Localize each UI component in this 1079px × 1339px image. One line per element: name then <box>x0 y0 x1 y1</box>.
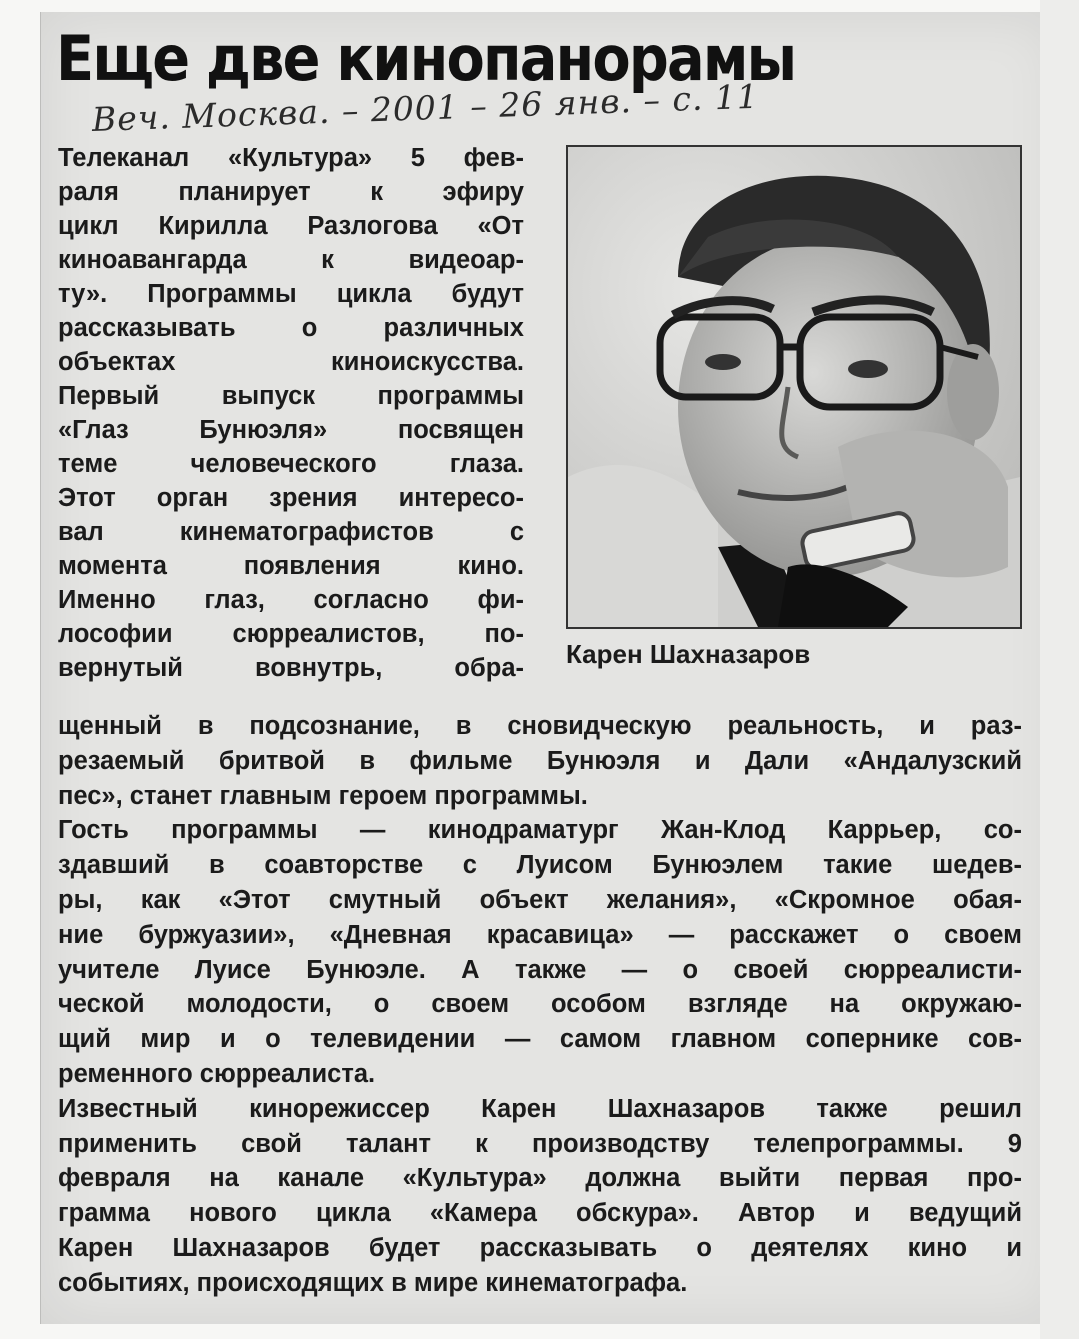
article-line: ременного сюрреалиста. <box>58 1060 376 1088</box>
article-line: февраля на канале «Культура» должна выйти первая про- <box>58 1164 1022 1193</box>
article-line: объектах киноискусства. <box>58 348 524 376</box>
adjacent-column-remnant <box>1040 0 1079 1339</box>
article-line: Известный кинорежиссер Карен Шахназаров также решил <box>58 1094 1022 1123</box>
article-line: Гость программы — кинодраматург Жан-Клод Каррьер, со- <box>58 816 1022 845</box>
article-line: ние буржуазии», «Дневная красавица» — расскажет о своем <box>58 920 1022 949</box>
article-line: момента появления кино. <box>58 552 524 580</box>
article-headline: Еще две кинопанорамы <box>56 22 796 95</box>
article-line: резаемый бритвой в фильме Бунюэля и Дали «Андалузский <box>58 746 1022 775</box>
article-line: ческой молодости, о своем особом взгляде на окружаю- <box>58 990 1022 1019</box>
photo-caption: Карен Шахназаров <box>566 639 811 669</box>
article-line: вернутый вовнутрь, обра- <box>58 654 524 682</box>
article-line: ры, как «Этот смутный объект желания», «Скромное обая- <box>58 886 1022 914</box>
portrait-photo <box>566 145 1022 629</box>
portrait-photo-icon <box>568 147 1020 627</box>
article-line: Этот орган зрения интересо- <box>58 484 524 512</box>
article-line: киноавангарда к видеоар- <box>58 246 524 274</box>
article-line: грамма нового цикла «Камера обскура». Автор и ведущий <box>58 1199 1022 1228</box>
article-line: щенный в подсознание, в сновидческую реальность, и раз- <box>58 712 1022 740</box>
article-line: щий мир и о телевидении — самом главном сопернике сов- <box>58 1025 1022 1054</box>
article-line: событиях, происходящих в мире кинематографа. <box>58 1268 688 1297</box>
article-line: пес», станет главным героем программы. <box>58 781 588 810</box>
article-line: теме человеческого глаза. <box>58 450 524 478</box>
article-line: раля планирует к эфиру <box>58 178 524 206</box>
article-line: Карен Шахназаров будет рассказывать о деятелях кино и <box>58 1234 1022 1262</box>
handwritten-source-note: Веч. Москва. – 2001 – 26 янв. – с. 11 <box>91 76 760 139</box>
article-line: Именно глаз, согласно фи- <box>58 586 524 614</box>
article-line: Телеканал «Культура» 5 фев- <box>58 144 524 172</box>
article-line: рассказывать о различных <box>58 314 524 342</box>
article-line: здавший в соавторстве с Луисом Бунюэлем такие шедев- <box>58 851 1022 880</box>
article-line: вал кинематографистов с <box>58 518 524 546</box>
article-line: ту». Программы цикла будут <box>58 280 524 308</box>
article-line: «Глаз Бунюэля» посвящен <box>58 416 524 444</box>
article-line: Первый выпуск программы <box>58 382 524 410</box>
article-line: цикл Кирилла Разлогова «От <box>58 212 524 240</box>
article-line: учителе Луисе Бунюэле. А также — о своей сюрреалисти- <box>58 955 1022 984</box>
article-line: применить свой талант к производству телепрограммы. 9 <box>58 1129 1022 1158</box>
article-line: лософии сюрреалистов, по- <box>58 620 524 648</box>
